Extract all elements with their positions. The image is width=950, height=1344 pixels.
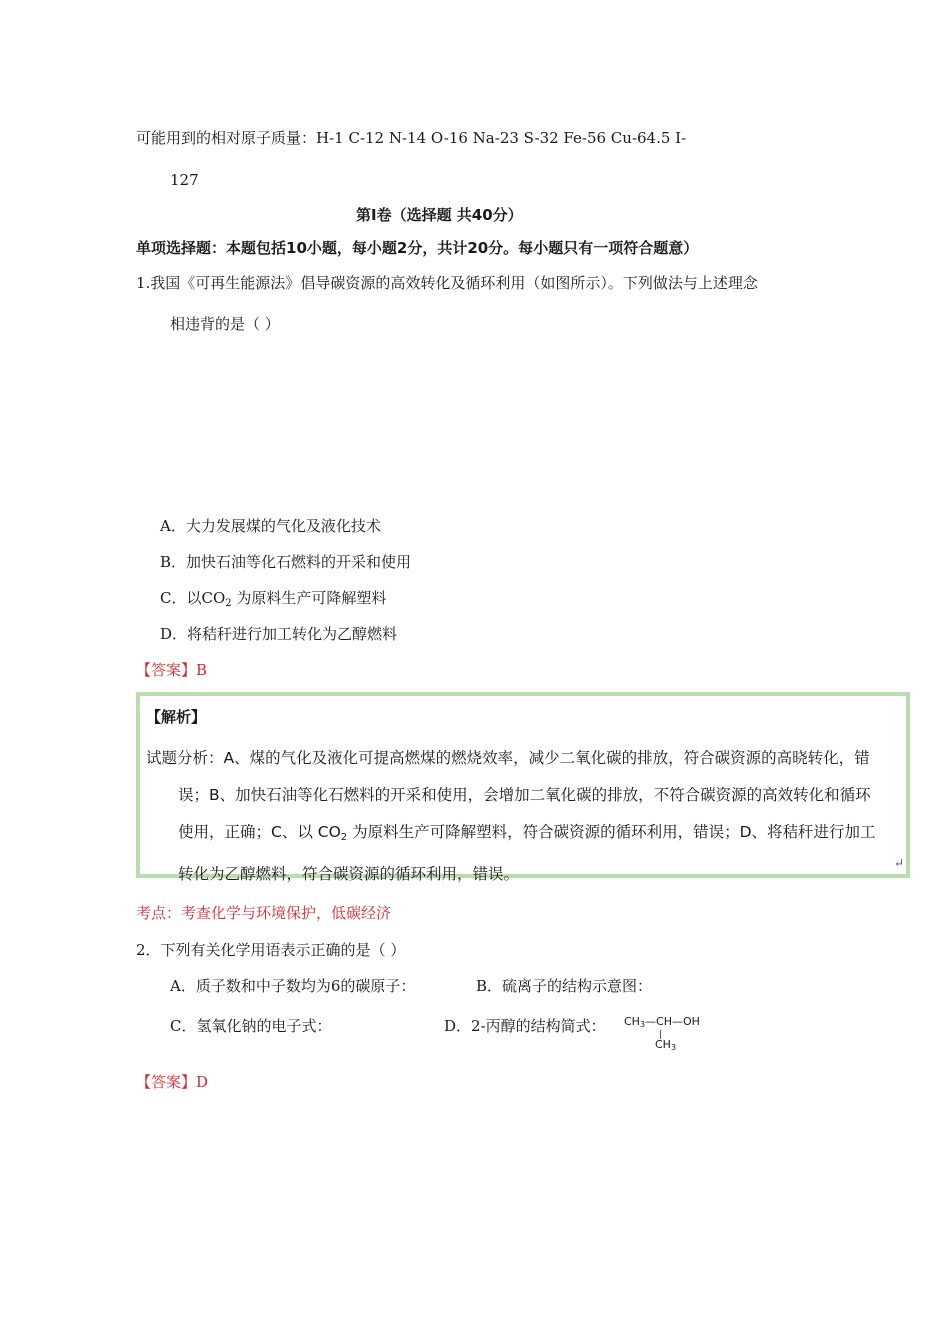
analysis-title: 【解析】: [146, 708, 207, 726]
analysis-line-1: 试题分析：A、煤的气化及液化可提高燃煤的燃烧效率，减少二氧化碳的排放，符合碳资源的高晓转化，错: [146, 749, 870, 767]
q1-option-c-post: 为原料生产可降解塑料: [231, 589, 387, 607]
q1-option-c-pre: C．以CO: [160, 589, 226, 607]
struct-bottom: CH: [655, 1038, 671, 1051]
atomic-masses-line-1: 可能用到的相对原子质量：H-1 C-12 N-14 O-16 Na-23 S-32 Fe-56 Cu-64.5 I-: [136, 129, 687, 147]
q1-option-d: D．将秸秆进行加工转化为乙醇燃料: [160, 625, 398, 643]
q2-option-a: A．质子数和中子数均为6的碳原子：: [170, 977, 416, 995]
q2-answer-label: 【答案】: [136, 1073, 197, 1091]
propanol-structure-bottom: [624, 1039, 700, 1054]
q2-stem: 2．下列有关化学用语表示正确的是（ ）: [136, 941, 406, 959]
q2-option-c: C．氢氧化钠的电子式：: [170, 1017, 332, 1035]
analysis-line-4: 转化为乙醇燃料，符合碳资源的循环利用，错误。: [178, 865, 520, 883]
q1-option-c: [160, 588, 386, 614]
bond-line-icon: |: [659, 1030, 663, 1040]
q1-key-point: 考点：考查化学与环境保护，低碳经济: [136, 904, 392, 922]
q1-option-c-sub: 2: [225, 598, 232, 609]
q2-option-b: B．硫离子的结构示意图：: [476, 977, 653, 995]
q1-answer-label: 【答案】: [136, 661, 197, 679]
struct-top-a-sub: 3: [639, 1020, 646, 1029]
q1-option-a: A．大力发展煤的气化及液化技术: [160, 517, 381, 535]
q2-answer: [136, 1072, 208, 1092]
propanol-structure: [624, 1016, 700, 1054]
analysis-box: [136, 692, 910, 883]
q2-option-d: D．2-丙醇的结构简式：: [444, 1017, 606, 1035]
analysis-line-3: [146, 814, 902, 856]
section-instruction: 单项选择题：本题包括10小题，每小题2分，共计20分。每小题只有一项符合题意）: [136, 239, 699, 257]
q1-answer-value: B: [196, 661, 208, 679]
analysis-line-3-post: 为原料生产可降解塑料，符合碳资源的循环利用，错误；D、将秸秆进行加工: [347, 823, 876, 841]
q1-option-b: B．加快石油等化石燃料的开采和使用: [160, 553, 412, 571]
atomic-masses-line-2: 127: [170, 171, 199, 189]
q1-answer: [136, 660, 207, 680]
struct-bottom-sub: 3: [670, 1043, 677, 1052]
analysis-line-3-sub: 2: [340, 832, 348, 843]
analysis-paragraph: [146, 740, 902, 893]
q2-answer-value: D: [196, 1073, 209, 1091]
analysis-line-2: 误；B、加快石油等化石燃料的开采和使用，会增加二氧化碳的排放，不符合碳资源的高效转化和循环: [178, 786, 871, 804]
struct-top-a: CH: [624, 1015, 640, 1028]
analysis-line-3-pre: 使用，正确；C、以 CO: [178, 823, 341, 841]
return-mark-icon: ↵: [893, 856, 904, 870]
propanol-structure-top: [624, 1016, 700, 1031]
q1-stem-line-2: 相违背的是（ ）: [170, 315, 280, 333]
struct-top-b: —CH—OH: [645, 1015, 700, 1028]
q1-stem-line-1: 1.我国《可再生能源法》倡导碳资源的高效转化及循环利用（如图所示）。下列做法与上述理念: [136, 274, 758, 292]
section-title: 第Ⅰ卷（选择题 共40分）: [356, 206, 523, 224]
